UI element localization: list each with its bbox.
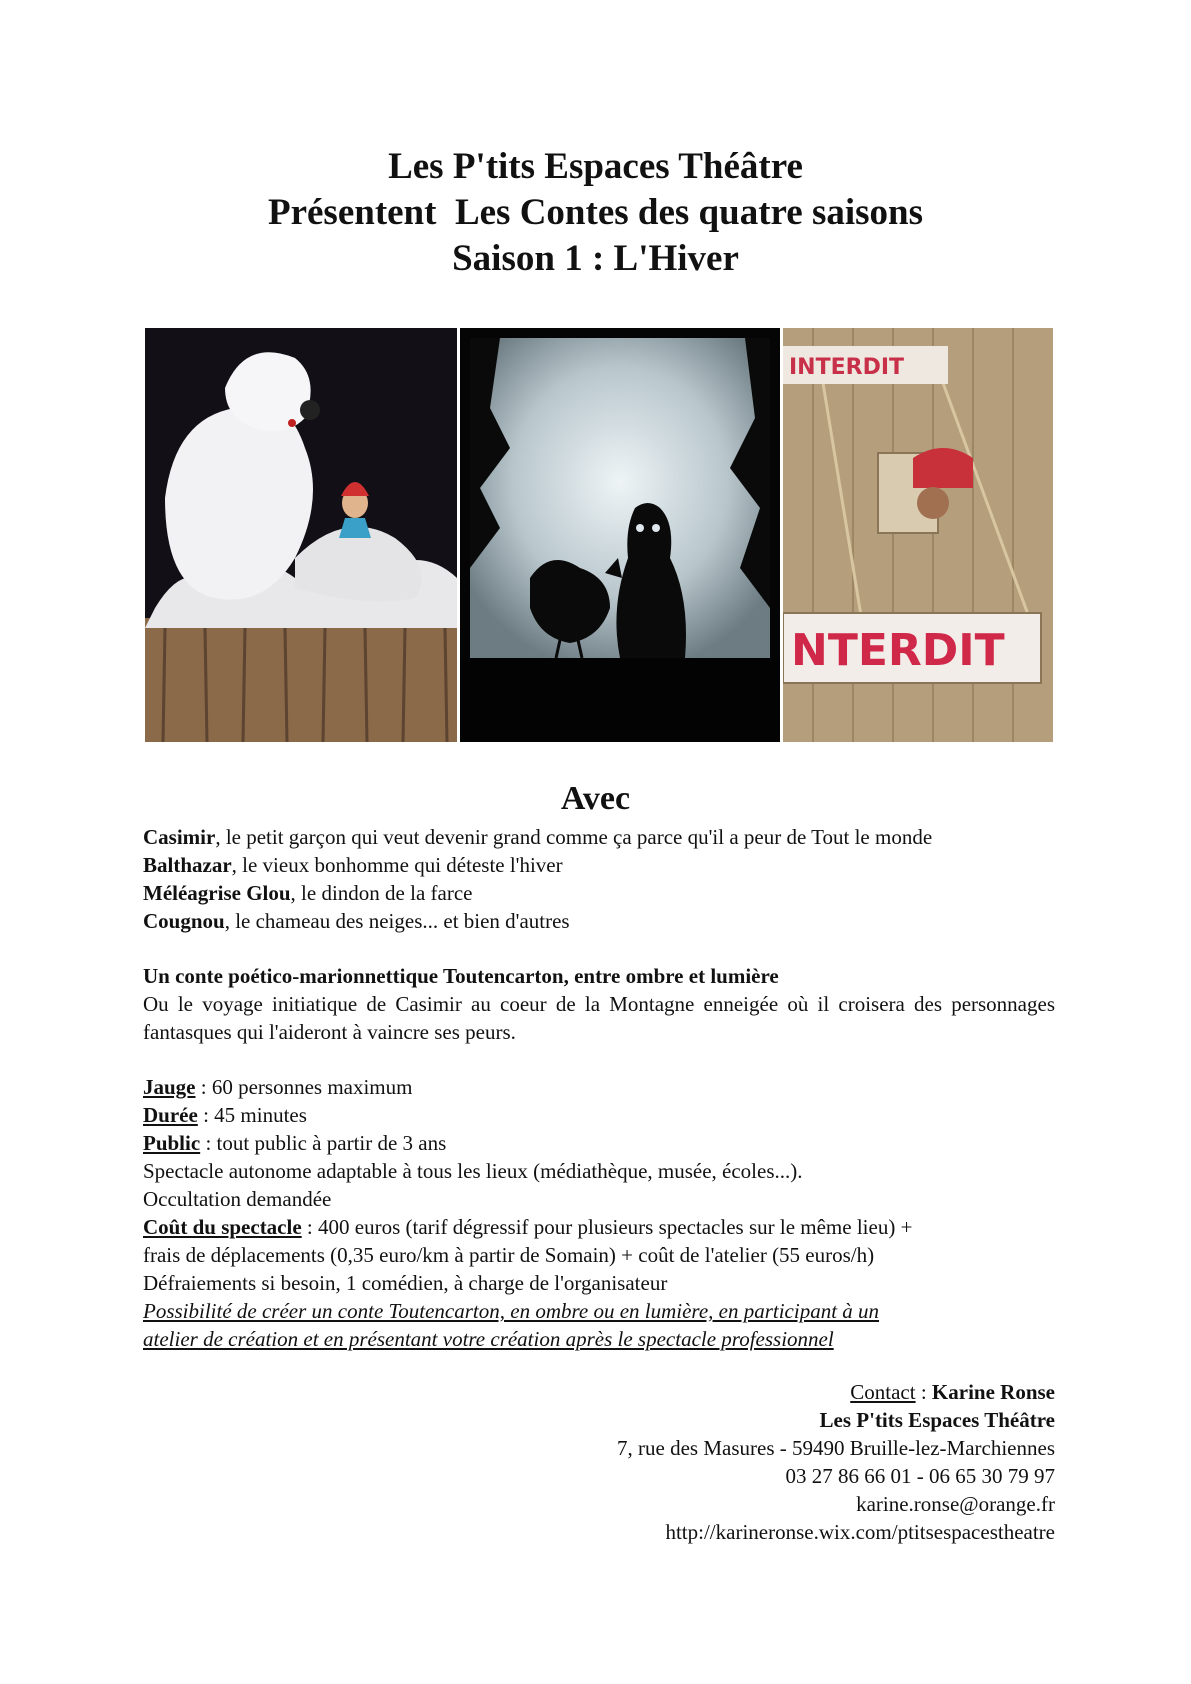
cast-name: Casimir — [143, 825, 216, 849]
occultation-text: Occultation demandée — [143, 1187, 332, 1211]
public-row — [143, 1129, 1055, 1157]
cout-row — [143, 1213, 1055, 1241]
autonome-text: Spectacle autonome adaptable à tous les lieux (médiathèque, musée, écoles...). — [143, 1159, 803, 1183]
possibilite-line-1: Possibilité de créer un conte Toutencarton, en ombre ou en lumière, en participant à un — [143, 1299, 880, 1323]
cast-heading: Avec — [560, 780, 631, 817]
duree-label: Durée — [143, 1103, 198, 1127]
title-line-3: Saison 1 : L'Hiver — [452, 238, 739, 279]
contact-sep: : — [915, 1380, 932, 1404]
cast-name: Méléagrise Glou — [143, 881, 291, 905]
title-line-1: Les P'tits Espaces Théâtre — [388, 146, 803, 187]
sign-top-text: INTERDIT — [789, 355, 905, 380]
sign-bottom-text: NTERDIT — [791, 625, 1005, 676]
list-item — [143, 879, 1055, 907]
cout-line-2: frais de déplacements (0,35 euro/km à partir de Somain) + coût de l'atelier (55 euros/h) — [143, 1243, 875, 1267]
list-item — [143, 907, 1055, 935]
cast-name: Cougnou — [143, 909, 225, 933]
photo-interdit-signs — [783, 328, 1053, 742]
duree-value: : 45 minutes — [197, 1103, 307, 1127]
contact-website[interactable]: http://karineronse.wix.com/ptitsespacestheatre — [665, 1520, 1055, 1544]
synopsis-heading: Un conte poético-marionnettique Toutencarton, entre ombre et lumière — [143, 964, 779, 988]
contact-label: Contact — [850, 1380, 916, 1404]
duree-row — [143, 1101, 1055, 1129]
list-item — [143, 823, 1055, 851]
contact-row — [617, 1378, 1055, 1406]
contact-name: Karine Ronse — [931, 1380, 1055, 1404]
cout-value: : 400 euros (tarif dégressif pour plusieurs spectacles sur le même lieu) + — [301, 1215, 913, 1239]
cast-desc: , le petit garçon qui veut devenir grand comme ça parce qu'il a peur de Tout le monde — [215, 825, 933, 849]
photo-strip — [145, 328, 1053, 742]
practical-details — [143, 1073, 1055, 1353]
possibilite-line-2: atelier de création et en présentant votre création après le spectacle professionnel — [143, 1327, 834, 1351]
photo-snowman-puppet — [145, 328, 457, 742]
contact-block — [617, 1378, 1055, 1546]
jauge-value: : 60 personnes maximum — [195, 1075, 413, 1099]
public-value: : tout public à partir de 3 ans — [200, 1131, 447, 1155]
jauge-label: Jauge — [143, 1075, 196, 1099]
cast-desc: , le dindon de la farce — [290, 881, 473, 905]
title-line-2: Présentent Les Contes des quatre saisons — [267, 192, 924, 233]
synopsis-text: Ou le voyage initiatique de Casimir au coeur de la Montagne enneigée où il croisera des personnages fantasques qui l'aideront à vaincre ses peurs. — [143, 992, 1055, 1044]
contact-address: 7, rue des Masures - 59490 Bruille-lez-Marchiennes — [617, 1436, 1055, 1460]
cast-desc: , le vieux bonhomme qui déteste l'hiver — [231, 853, 563, 877]
defraiements-text: Défraiements si besoin, 1 comédien, à charge de l'organisateur — [143, 1271, 668, 1295]
contact-phones: 03 27 86 66 01 - 06 65 30 79 97 — [785, 1464, 1055, 1488]
page-title — [0, 144, 1191, 282]
cast-desc: , le chameau des neiges... et bien d'autres — [224, 909, 570, 933]
contact-company: Les P'tits Espaces Théâtre — [819, 1408, 1055, 1432]
photo-shadow-theatre — [460, 328, 780, 742]
synopsis — [143, 962, 1055, 1046]
cast-name: Balthazar — [143, 853, 232, 877]
public-label: Public — [143, 1131, 201, 1155]
list-item — [143, 851, 1055, 879]
cout-label: Coût du spectacle — [143, 1215, 302, 1239]
jauge-row — [143, 1073, 1055, 1101]
contact-email[interactable]: karine.ronse@orange.fr — [856, 1492, 1055, 1516]
cast-list — [143, 823, 1055, 935]
